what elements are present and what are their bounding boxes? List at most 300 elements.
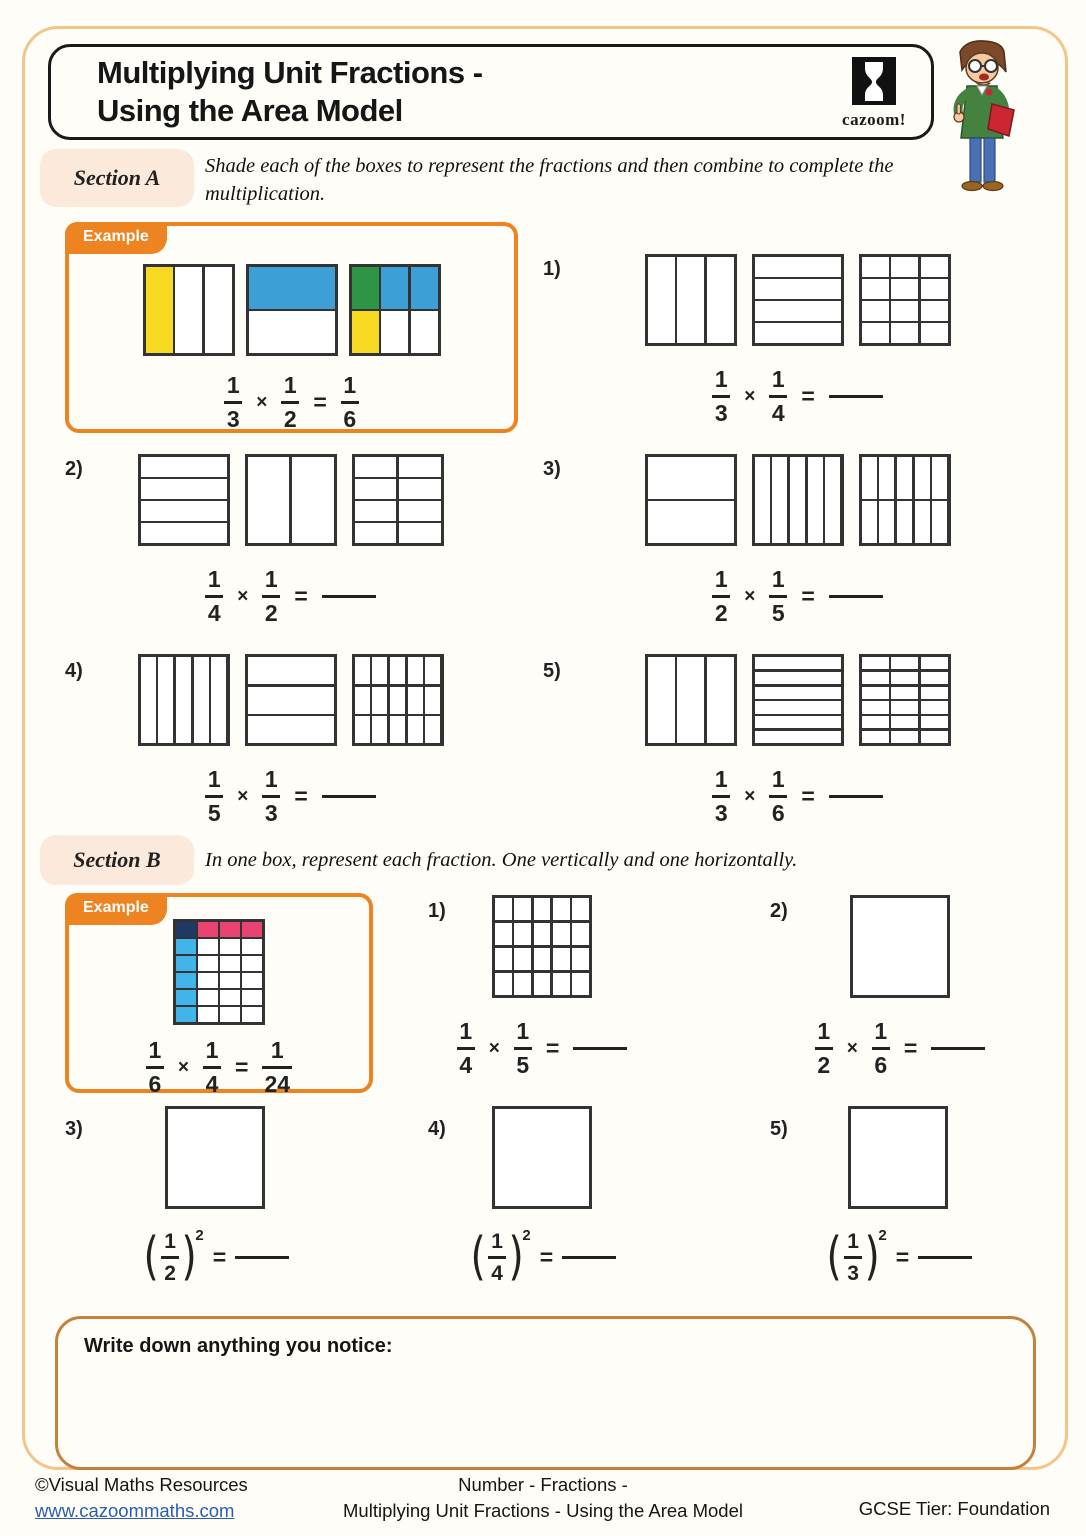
- grid-cell: [572, 898, 589, 920]
- answer-blank: [918, 1256, 972, 1259]
- grid-cell: [408, 687, 423, 714]
- fraction: $\frac{1}{24}$: [264, 1037, 291, 1097]
- grid-cell: [355, 716, 370, 743]
- left-paren-icon: (: [143, 1227, 159, 1288]
- fraction-grid: [246, 264, 338, 356]
- title-line-1: Multiplying Unit Fractions -: [97, 55, 483, 90]
- grid-cell: [372, 657, 387, 684]
- answer-blank: [931, 1047, 985, 1050]
- grid-cell: [292, 457, 334, 543]
- grid-cell: [891, 301, 918, 321]
- cazoom-glass-icon: [851, 57, 897, 107]
- fraction-grid: [752, 654, 844, 746]
- answer-blank: [573, 1047, 627, 1050]
- problem-a5: [575, 654, 1020, 826]
- grid-cell: [853, 898, 947, 995]
- fraction-grid: [138, 654, 230, 746]
- grid-cell: [352, 267, 379, 309]
- grid-cell: [915, 457, 930, 499]
- fraction: $\frac{1}{6}$: [872, 1019, 890, 1078]
- grid-cell: [248, 457, 290, 543]
- fraction-bar: [146, 1066, 164, 1069]
- section-b-instruction: In one box, represent each fraction. One vertically and one horizontally.: [205, 849, 798, 871]
- fraction-bar: [488, 1256, 506, 1259]
- title-line-2: Using the Area Model: [97, 93, 403, 128]
- grid-cell: [220, 973, 240, 988]
- page-title: [97, 54, 483, 130]
- grid-cell: [205, 267, 232, 353]
- fraction: $\frac{1}{4}$: [769, 367, 787, 426]
- problem-number: 2): [770, 900, 788, 922]
- fraction-grid: [173, 919, 265, 1025]
- grid-cell: [194, 657, 209, 743]
- equals-sign: =: [539, 1244, 554, 1270]
- grid-cell: [352, 311, 379, 353]
- grid-cell: [862, 323, 889, 343]
- grid-cell: [862, 657, 889, 669]
- fraction: $\frac{1}{6}$: [769, 767, 787, 826]
- grid-cell: [355, 479, 397, 499]
- fraction-bar: [161, 1256, 179, 1259]
- grid-cell: [242, 922, 262, 937]
- fraction: $\frac{1}{3}$: [262, 767, 280, 826]
- grid-cell: [862, 731, 889, 743]
- fraction-grid: [138, 454, 230, 546]
- grid-cell: [495, 1109, 589, 1206]
- fraction-bar: [872, 1047, 890, 1050]
- grid-cell: [891, 731, 918, 743]
- squared-fraction: [141, 1227, 204, 1288]
- problem-number: 3): [543, 458, 561, 480]
- answer-blank: [829, 795, 883, 798]
- grid-cell: [390, 716, 405, 743]
- grid-cell: [249, 311, 335, 353]
- answer-blank: [829, 595, 883, 598]
- fraction-grid: [752, 254, 844, 346]
- grid-cell: [879, 501, 894, 543]
- fraction-bar: [203, 1066, 221, 1069]
- section-b-example: [65, 893, 373, 1097]
- exponent: 2: [522, 1227, 531, 1244]
- problem-b1: [432, 895, 652, 1078]
- grid-cell: [495, 898, 512, 920]
- equals-sign: =: [212, 1244, 227, 1270]
- fraction: $\frac{1}{4}$: [205, 567, 223, 626]
- grid-cell: [921, 716, 948, 728]
- grid-cell: [677, 657, 704, 743]
- section-a-instruction: Shade each of the boxes to represent the fractions and then combine to complete the multiplication.: [205, 155, 894, 205]
- grid-cell: [553, 948, 570, 970]
- problem-number: 5): [543, 660, 561, 682]
- grid-cell: [355, 657, 370, 684]
- fraction-grid: [245, 454, 337, 546]
- grid-cell: [495, 923, 512, 945]
- grid-cell: [220, 922, 240, 937]
- fraction-grid: [352, 454, 444, 546]
- grid-cell: [425, 657, 440, 684]
- grid-cell: [198, 990, 218, 1005]
- grid-cell: [141, 523, 227, 543]
- grid-cell: [242, 990, 262, 1005]
- grid-cell: [175, 267, 202, 353]
- grid-cell: [399, 479, 441, 499]
- grid-cell: [534, 923, 551, 945]
- grid-cell: [915, 501, 930, 543]
- grid-cell: [176, 990, 196, 1005]
- grid-cell: [248, 687, 334, 714]
- grid-cell: [372, 687, 387, 714]
- grid-cell: [553, 923, 570, 945]
- fraction-bar: [262, 795, 280, 798]
- grid-cell: [851, 1109, 945, 1206]
- grid-cell: [921, 323, 948, 343]
- fraction: $\frac{1}{5}$: [514, 1019, 532, 1078]
- grid-cell: [755, 301, 841, 321]
- grid-cell: [755, 716, 841, 728]
- grid-cell: [158, 657, 173, 743]
- grid-cell: [399, 457, 441, 477]
- fraction: $\frac{1}{5}$: [205, 767, 223, 826]
- grid-cell: [862, 301, 889, 321]
- cazoom-logo: [831, 57, 917, 130]
- footer-tier: GCSE Tier: Foundation: [858, 1498, 1050, 1519]
- grid-cell: [198, 939, 218, 954]
- example-equation: [69, 373, 514, 432]
- grid-cell: [921, 301, 948, 321]
- grid-cell: [372, 716, 387, 743]
- grid-cell: [168, 1109, 262, 1206]
- times-sign: ×: [744, 785, 756, 807]
- grid-cell: [862, 687, 889, 699]
- grid-cell: [390, 687, 405, 714]
- grid-cell: [534, 948, 551, 970]
- grid-cell: [176, 1007, 196, 1022]
- equals-sign: =: [801, 583, 815, 609]
- grid-cell: [242, 973, 262, 988]
- footer-left: [35, 1472, 248, 1524]
- fraction: $\frac{1}{2}$: [281, 373, 299, 432]
- notice-label: Write down anything you notice:: [84, 1335, 393, 1357]
- grid-cell: [408, 716, 423, 743]
- grid-cell: [891, 716, 918, 728]
- grid-cell: [534, 898, 551, 920]
- grid-cell: [514, 973, 531, 995]
- grid-cell: [141, 501, 227, 521]
- fraction: $\frac{1}{3}$: [712, 367, 730, 426]
- grid-cell: [862, 701, 889, 713]
- grid-cell: [425, 716, 440, 743]
- fraction: $\frac{1}{2}$: [712, 567, 730, 626]
- grid-cell: [897, 501, 912, 543]
- grid-cell: [198, 956, 218, 971]
- teacher-illustration: [932, 38, 1032, 196]
- grid-cell: [381, 267, 408, 309]
- notice-box: [55, 1316, 1036, 1470]
- grid-cell: [755, 323, 841, 343]
- grid-cell: [141, 457, 227, 477]
- answer-blank: [322, 595, 376, 598]
- problem-b4: [432, 1106, 652, 1288]
- grid-cell: [921, 257, 948, 277]
- problem-number: 1): [543, 258, 561, 280]
- equals-sign: =: [903, 1035, 918, 1061]
- grid-cell: [932, 501, 947, 543]
- problem-a3: [575, 454, 1020, 626]
- grid-cell: [220, 956, 240, 971]
- fraction: $\frac{1}{2}$: [161, 1230, 179, 1285]
- grid-cell: [198, 1007, 218, 1022]
- header: [48, 44, 934, 140]
- grid-cell: [355, 687, 370, 714]
- equals-sign: =: [801, 783, 815, 809]
- fraction-grid: [859, 654, 951, 746]
- fraction-grid: [349, 264, 441, 356]
- problem-a2: [68, 454, 513, 626]
- answer-blank: [235, 1256, 289, 1259]
- grid-cell: [220, 1007, 240, 1022]
- grid-cell: [897, 457, 912, 499]
- example-equation: [69, 1038, 369, 1097]
- problem-b2: [790, 895, 1010, 1078]
- problem-number: 2): [65, 458, 83, 480]
- exponent: 2: [878, 1227, 887, 1244]
- fraction-bar: [262, 1066, 292, 1069]
- problem-b3: [105, 1106, 325, 1288]
- example-grids: [69, 919, 369, 1025]
- website-link[interactable]: www.cazoommaths.com: [35, 1500, 235, 1521]
- fraction: $\frac{1}{3}$: [712, 767, 730, 826]
- grid-cell: [408, 657, 423, 684]
- problem-b5: [788, 1106, 1008, 1288]
- grid-cell: [146, 267, 173, 353]
- grid-cell: [355, 501, 397, 521]
- grid-cell: [198, 973, 218, 988]
- fraction-bar: [769, 795, 787, 798]
- grid-cell: [862, 257, 889, 277]
- squared-fraction: [824, 1227, 887, 1288]
- fraction-grid: [859, 254, 951, 346]
- example-tab: Example: [65, 893, 167, 925]
- problem-a1: [575, 254, 1020, 426]
- grid-cell: [648, 501, 734, 543]
- grid-cell: [879, 457, 894, 499]
- section-a-label: Section A: [40, 149, 194, 207]
- fraction: $\frac{1}{6}$: [341, 373, 359, 432]
- times-sign: ×: [256, 391, 268, 413]
- grid-cell: [572, 923, 589, 945]
- fraction-grid: [859, 454, 951, 546]
- grid-cell: [553, 973, 570, 995]
- grid-cell: [572, 948, 589, 970]
- equals-sign: =: [895, 1244, 910, 1270]
- fraction-grid: [645, 654, 737, 746]
- fraction-bar: [205, 595, 223, 598]
- grid-cell: [572, 973, 589, 995]
- grid-cell: [790, 457, 805, 543]
- right-paren-icon: ): [864, 1227, 880, 1288]
- equals-sign: =: [294, 583, 308, 609]
- grid-cell: [648, 657, 675, 743]
- right-paren-icon: ): [181, 1227, 197, 1288]
- fraction-bar: [844, 1256, 862, 1259]
- grid-cell: [211, 657, 226, 743]
- grid-cell: [514, 948, 531, 970]
- grid-cell: [248, 716, 334, 743]
- squared-fraction: [468, 1227, 531, 1288]
- grid-cell: [921, 731, 948, 743]
- grid-cell: [862, 279, 889, 299]
- fraction-grid: [850, 895, 950, 998]
- fraction-grid: [848, 1106, 948, 1209]
- grid-cell: [707, 257, 734, 343]
- grid-cell: [825, 457, 840, 543]
- grid-cell: [141, 657, 156, 743]
- grid-cell: [249, 267, 335, 309]
- times-sign: ×: [744, 585, 756, 607]
- fraction: $\frac{1}{6}$: [146, 1038, 164, 1097]
- answer-blank: [322, 795, 376, 798]
- equals-sign: =: [313, 389, 327, 415]
- fraction-grid: [492, 895, 592, 998]
- fraction-bar: [341, 401, 359, 404]
- fraction-bar: [262, 595, 280, 598]
- section-b-label: Section B: [40, 835, 194, 885]
- grid-cell: [390, 657, 405, 684]
- fraction-bar: [712, 595, 730, 598]
- copyright-text: ©Visual Maths Resources: [35, 1474, 248, 1495]
- grid-cell: [891, 323, 918, 343]
- fraction: $\frac{1}{5}$: [769, 567, 787, 626]
- grid-cell: [242, 956, 262, 971]
- grid-cell: [862, 457, 877, 499]
- grid-cell: [355, 457, 397, 477]
- cazoom-brand-text: cazoom!: [842, 110, 906, 129]
- grid-cell: [891, 672, 918, 684]
- grid-cell: [755, 257, 841, 277]
- fraction-grid: [165, 1106, 265, 1209]
- grid-cell: [755, 657, 841, 669]
- fraction: $\frac{1}{2}$: [262, 567, 280, 626]
- grid-cell: [862, 501, 877, 543]
- example-grids: [69, 264, 514, 356]
- footer-center: [343, 1472, 743, 1524]
- fraction-bar: [457, 1047, 475, 1050]
- fraction: $\frac{1}{3}$: [844, 1230, 862, 1285]
- grid-cell: [381, 311, 408, 353]
- grid-cell: [176, 657, 191, 743]
- grid-cell: [495, 973, 512, 995]
- grid-cell: [220, 990, 240, 1005]
- grid-cell: [921, 701, 948, 713]
- grid-cell: [921, 279, 948, 299]
- grid-cell: [176, 922, 196, 937]
- equals-sign: =: [294, 783, 308, 809]
- problem-number: 5): [770, 1118, 788, 1140]
- grid-cell: [198, 922, 218, 937]
- grid-cell: [355, 523, 397, 543]
- fraction-grid: [492, 1106, 592, 1209]
- answer-blank: [562, 1256, 616, 1259]
- grid-cell: [534, 973, 551, 995]
- problem-number: 3): [65, 1118, 83, 1140]
- grid-cell: [772, 457, 787, 543]
- grid-cell: [755, 279, 841, 299]
- equals-sign: =: [545, 1035, 560, 1061]
- exponent: 2: [195, 1227, 204, 1244]
- grid-cell: [862, 716, 889, 728]
- grid-cell: [141, 479, 227, 499]
- grid-cell: [755, 701, 841, 713]
- fraction-bar: [205, 795, 223, 798]
- fraction-bar: [815, 1047, 833, 1050]
- grid-cell: [921, 687, 948, 699]
- grid-cell: [220, 939, 240, 954]
- grid-cell: [399, 501, 441, 521]
- grid-cell: [921, 657, 948, 669]
- problem-number: 4): [428, 1118, 446, 1140]
- fraction: $\frac{1}{4}$: [457, 1019, 475, 1078]
- example-tab: Example: [65, 222, 167, 254]
- fraction: $\frac{1}{3}$: [224, 373, 242, 432]
- fraction-grid: [245, 654, 337, 746]
- grid-cell: [425, 687, 440, 714]
- grid-cell: [648, 457, 734, 499]
- fraction-bar: [514, 1047, 532, 1050]
- grid-cell: [648, 257, 675, 343]
- fraction-bar: [712, 795, 730, 798]
- equals-sign: =: [801, 383, 815, 409]
- grid-cell: [514, 898, 531, 920]
- fraction-grid: [752, 454, 844, 546]
- times-sign: ×: [488, 1037, 500, 1059]
- footer-category: Number - Fractions -: [458, 1474, 628, 1495]
- fraction: $\frac{1}{4}$: [203, 1038, 221, 1097]
- grid-cell: [399, 523, 441, 543]
- left-paren-icon: (: [826, 1227, 842, 1288]
- grid-cell: [755, 731, 841, 743]
- fraction-bar: [281, 401, 299, 404]
- grid-cell: [891, 279, 918, 299]
- grid-cell: [808, 457, 823, 543]
- grid-cell: [242, 939, 262, 954]
- fraction-bar: [224, 401, 242, 404]
- right-paren-icon: ): [508, 1227, 524, 1288]
- fraction-grid: [352, 654, 444, 746]
- grid-cell: [677, 257, 704, 343]
- footer-worksheet-title: Multiplying Unit Fractions - Using the Area Model: [343, 1500, 743, 1521]
- grid-cell: [891, 657, 918, 669]
- grid-cell: [755, 687, 841, 699]
- times-sign: ×: [846, 1037, 858, 1059]
- fraction-grid: [143, 264, 235, 356]
- grid-cell: [242, 1007, 262, 1022]
- fraction-bar: [712, 395, 730, 398]
- grid-cell: [176, 956, 196, 971]
- times-sign: ×: [744, 385, 756, 407]
- grid-cell: [891, 687, 918, 699]
- grid-cell: [411, 267, 438, 309]
- grid-cell: [411, 311, 438, 353]
- grid-cell: [755, 672, 841, 684]
- fraction: $\frac{1}{2}$: [815, 1019, 833, 1078]
- grid-cell: [755, 457, 770, 543]
- grid-cell: [921, 672, 948, 684]
- answer-blank: [829, 395, 883, 398]
- problem-a4: [68, 654, 513, 826]
- fraction: $\frac{1}{4}$: [488, 1230, 506, 1285]
- section-a-example: [65, 222, 518, 433]
- fraction-grid: [645, 254, 737, 346]
